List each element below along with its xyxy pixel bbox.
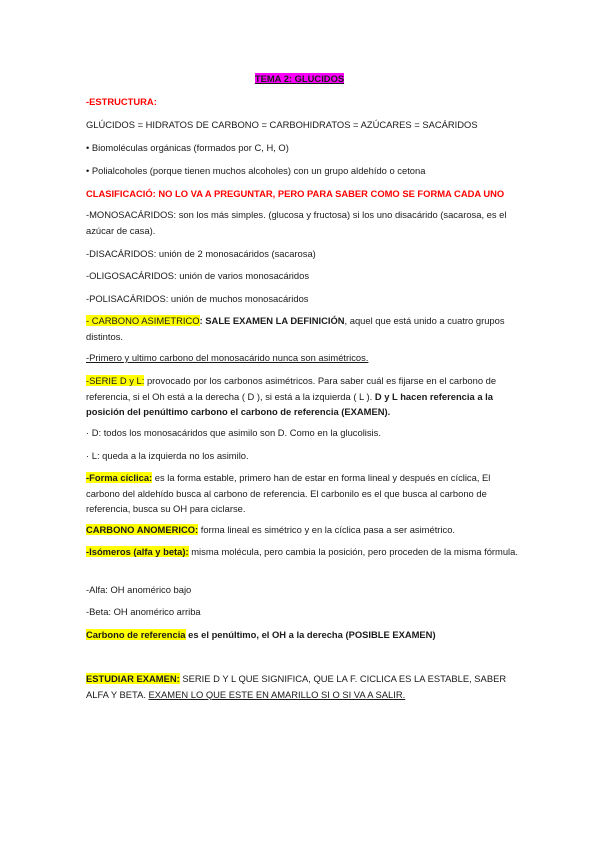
glucidos-synonyms: GLÚCIDOS = HIDRATOS DE CARBONO = CARBOHIDRATOS = AZÚCARES = SACÁRIDOS bbox=[86, 119, 478, 130]
bullet-polialcoholes: • Polialcoholes (porque tienen muchos alcoholes) con un grupo aldehído o cetona bbox=[86, 165, 426, 176]
serie-dl-exam-note: D y L hacen referencia a la posición del penúltimo carbono el carbono de referencia (EXAMEN). bbox=[86, 390, 493, 417]
primero-ultimo-note: -Primero y ultimo carbono del monosacárido nunca son asimétricos. bbox=[86, 352, 369, 363]
forma-ciclica-paragraph bbox=[86, 470, 526, 517]
serie-dl-text: provocado por los carbonos asimétricos. Para saber cuál es fijarse en el carbono de referencia, si el Oh está a la derecha ( D ), si está a la izquierda ( L ). bbox=[86, 375, 497, 402]
page-title bbox=[0, 71, 599, 86]
d-series-line: · D: todos los monosacáridos que asimilo son D. Como en la glucolisis. bbox=[86, 427, 381, 438]
carbono-referencia-paragraph bbox=[86, 627, 526, 642]
bullet-biomoleculas: • Biomoléculas orgánicas (formados por C, H, O) bbox=[86, 142, 289, 153]
oligosacaridos-text: -OLIGOSACÁRIDOS: unión de varios monosacáridos bbox=[86, 270, 310, 281]
carbono-asimetrico-paragraph bbox=[86, 313, 526, 344]
carbono-asimetrico-label: - CARBONO ASIMETRICO bbox=[86, 315, 200, 326]
carbono-referencia-label: Carbono de referencia bbox=[86, 629, 186, 640]
estudiar-examen-text: SERIE D Y L QUE SIGNIFICA, QUE LA F. CICLICA ES LA ESTABLE, SABER ALFA Y BETA. bbox=[86, 673, 507, 700]
polisacaridos-text: -POLISACÁRIDOS: unión de muchos monosacáridos bbox=[86, 293, 309, 304]
beta-line: -Beta: OH anomérico arriba bbox=[86, 606, 201, 617]
carbono-anomerico-paragraph bbox=[86, 522, 526, 537]
carbono-referencia-text: es el penúltimo, el OH a la derecha (POSIBLE EXAMEN) bbox=[185, 629, 436, 640]
estructura-heading: -ESTRUCTURA: bbox=[86, 96, 157, 107]
serie-dl-paragraph bbox=[86, 373, 526, 420]
carbono-asimetrico-definition: , aquel que está unido a cuatro grupos distintos. bbox=[86, 315, 505, 342]
forma-ciclica-label: -Forma cíclica: bbox=[86, 472, 153, 483]
carbono-asimetrico-exam-note: : SALE EXAMEN LA DEFINICIÓN bbox=[199, 315, 345, 326]
isomeros-paragraph bbox=[86, 544, 526, 560]
l-series-line: · L: queda a la izquierda no los asimilo. bbox=[86, 450, 249, 461]
monosacaridos-text: -MONOSACÁRIDOS: son los más simples. (glucosa y fructosa) si los uno disacárido (sacarosa, es el azúcar de casa). bbox=[86, 209, 507, 236]
isomeros-label: -Isómeros (alfa y beta): bbox=[86, 546, 189, 557]
carbono-anomerico-label: CARBONO ANOMERICO: bbox=[86, 524, 199, 535]
estudiar-examen-label: ESTUDIAR EXAMEN: bbox=[86, 673, 180, 684]
disacaridos-text: -DISACÁRIDOS: unión de 2 monosacáridos (sacarosa) bbox=[86, 248, 316, 259]
alfa-line: -Alfa: OH anomérico bajo bbox=[86, 584, 192, 595]
carbono-anomerico-text: forma lineal es simétrico y en la cíclica pasa a ser asimétrico. bbox=[198, 524, 456, 535]
serie-dl-label: -SERIE D y L: bbox=[86, 375, 145, 386]
title-text: TEMA 2: GLUCIDOS bbox=[254, 73, 345, 84]
estudiar-examen-paragraph bbox=[86, 671, 526, 702]
forma-ciclica-text: es la forma estable, primero han de estar en forma lineal y después en cíclica, El carbono del aldehído busca al carbono de referencia. El carbonilo es el que busca al carbono de referencia, busca su OH para ciclarse. bbox=[86, 472, 491, 514]
clasificacion-heading: CLASIFICACIÓ: NO LO VA A PREGUNTAR, PERO PARA SABER COMO SE FORMA CADA UNO bbox=[86, 188, 505, 199]
isomeros-text: misma molécula, pero cambia la posición, pero proceden de la misma fórmula. bbox=[188, 546, 518, 557]
estudiar-examen-underline: EXAMEN LO QUE ESTE EN AMARILLO SI O SI VA A SALIR. bbox=[148, 688, 406, 700]
